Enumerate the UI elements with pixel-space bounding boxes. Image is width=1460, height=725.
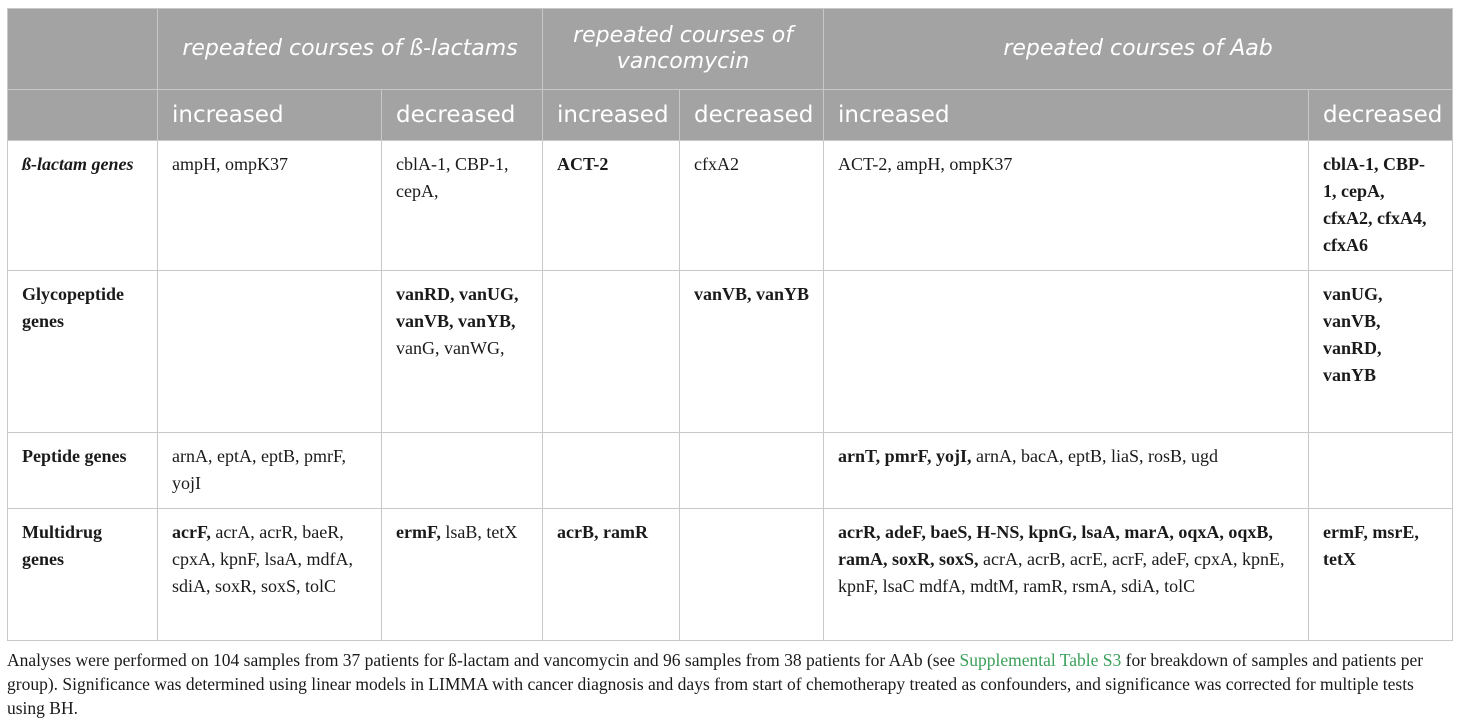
bold-genes: ermF, bbox=[396, 522, 441, 542]
genes: arnA, eptA, eptB, pmrF, yojI bbox=[172, 446, 347, 493]
table-cell bbox=[680, 433, 824, 509]
table-cell bbox=[824, 509, 1309, 641]
table-cell bbox=[1309, 271, 1453, 433]
header-group-vancomycin: repeated courses of vancomycin bbox=[543, 9, 824, 90]
table-cell bbox=[1309, 433, 1453, 509]
genes: vanG, vanWG, bbox=[396, 338, 505, 358]
row-label: Peptide genes bbox=[8, 433, 158, 509]
genes: ampH, ompK37 bbox=[172, 154, 288, 174]
table-cell bbox=[382, 141, 543, 271]
footnote-text: for breakdown of samples and patients per group). Significance was determined using linear models in LIMMA with cancer diagnosis and days from start of chemotherapy treated as confounders, and significance was corrected for multiple tests using BH. bbox=[7, 650, 1424, 718]
header-increased: increased bbox=[543, 90, 680, 141]
header-decreased: decreased bbox=[1309, 90, 1453, 141]
genes: arnA, bacA, eptB, liaS, rosB, ugd bbox=[976, 446, 1218, 466]
table-cell bbox=[680, 509, 824, 641]
table-row bbox=[8, 433, 1453, 509]
table-row bbox=[8, 141, 1453, 271]
footnote-text: Analyses were performed on 104 samples from 37 patients for ß-lactam and vancomycin and 96 samples from 38 patients for AAb (see bbox=[7, 650, 960, 670]
table-cell bbox=[543, 433, 680, 509]
bold-genes: acrB, ramR bbox=[557, 522, 648, 542]
table-cell bbox=[1309, 509, 1453, 641]
table-cell bbox=[382, 433, 543, 509]
header-decreased: decreased bbox=[680, 90, 824, 141]
table-cell bbox=[824, 141, 1309, 271]
bold-genes: arnT, pmrF, yojI, bbox=[838, 446, 972, 466]
bold-genes: acrF, bbox=[172, 522, 211, 542]
genes: ACT-2, ampH, ompK37 bbox=[838, 154, 1013, 174]
table-cell bbox=[158, 271, 382, 433]
bold-genes: vanRD, vanUG, vanVB, vanYB, bbox=[396, 284, 519, 331]
table-cell bbox=[680, 141, 824, 271]
table-cell bbox=[543, 271, 680, 433]
header-group-aab: repeated courses of Aab bbox=[824, 9, 1453, 90]
table-footnote bbox=[7, 648, 1452, 720]
header-corner-cell bbox=[8, 9, 158, 90]
table-cell bbox=[680, 271, 824, 433]
results-table bbox=[7, 8, 1453, 641]
row-label: Glycopeptide genes bbox=[8, 271, 158, 433]
bold-genes: acrR, adeF, baeS, H-NS, kpnG, lsaA, marA, oqxA, oqxB, ramA, soxR, soxS, bbox=[838, 522, 1273, 569]
genes: acrA, acrB, acrE, acrF, adeF, cpxA, kpnE, kpnF, lsaC mdfA, mdtM, ramR, rsmA, sdiA, tolC bbox=[838, 549, 1285, 596]
header-row-direction bbox=[8, 90, 1453, 141]
genes: cblA-1, CBP-1, cepA, bbox=[396, 154, 509, 201]
bold-genes: vanVB, vanYB bbox=[694, 284, 810, 304]
row-label: Multidrug genes bbox=[8, 509, 158, 641]
header-row-groups bbox=[8, 9, 1453, 90]
genes: acrA, acrR, baeR, cpxA, kpnF, lsaA, mdfA, sdiA, soxR, soxS, tolC bbox=[172, 522, 354, 596]
table-cell bbox=[543, 141, 680, 271]
header-group-beta-lactams: repeated courses of ß-lactams bbox=[158, 9, 543, 90]
row-label: ß-lactam genes bbox=[8, 141, 158, 271]
genes: cfxA2 bbox=[694, 154, 739, 174]
table-cell bbox=[382, 271, 543, 433]
header-increased: increased bbox=[824, 90, 1309, 141]
table-cell bbox=[158, 509, 382, 641]
table-cell bbox=[824, 271, 1309, 433]
table-cell bbox=[158, 141, 382, 271]
table-cell bbox=[543, 509, 680, 641]
header-increased: increased bbox=[158, 90, 382, 141]
bold-genes: ACT-2 bbox=[557, 154, 609, 174]
header-decreased: decreased bbox=[382, 90, 543, 141]
bold-genes: vanUG, vanVB, vanRD, vanYB bbox=[1323, 284, 1383, 385]
table-cell bbox=[158, 433, 382, 509]
bold-genes: cblA-1, CBP-1, cepA, cfxA2, cfxA4, cfxA6 bbox=[1323, 154, 1427, 255]
table-cell bbox=[824, 433, 1309, 509]
supplemental-table-link[interactable]: Supplemental Table S3 bbox=[959, 650, 1122, 670]
table-cell bbox=[1309, 141, 1453, 271]
header-corner-cell bbox=[8, 90, 158, 141]
table-cell bbox=[382, 509, 543, 641]
genes: lsaB, tetX bbox=[445, 522, 518, 542]
bold-genes: ermF, msrE, tetX bbox=[1323, 522, 1419, 569]
table-row bbox=[8, 509, 1453, 641]
table-row bbox=[8, 271, 1453, 433]
